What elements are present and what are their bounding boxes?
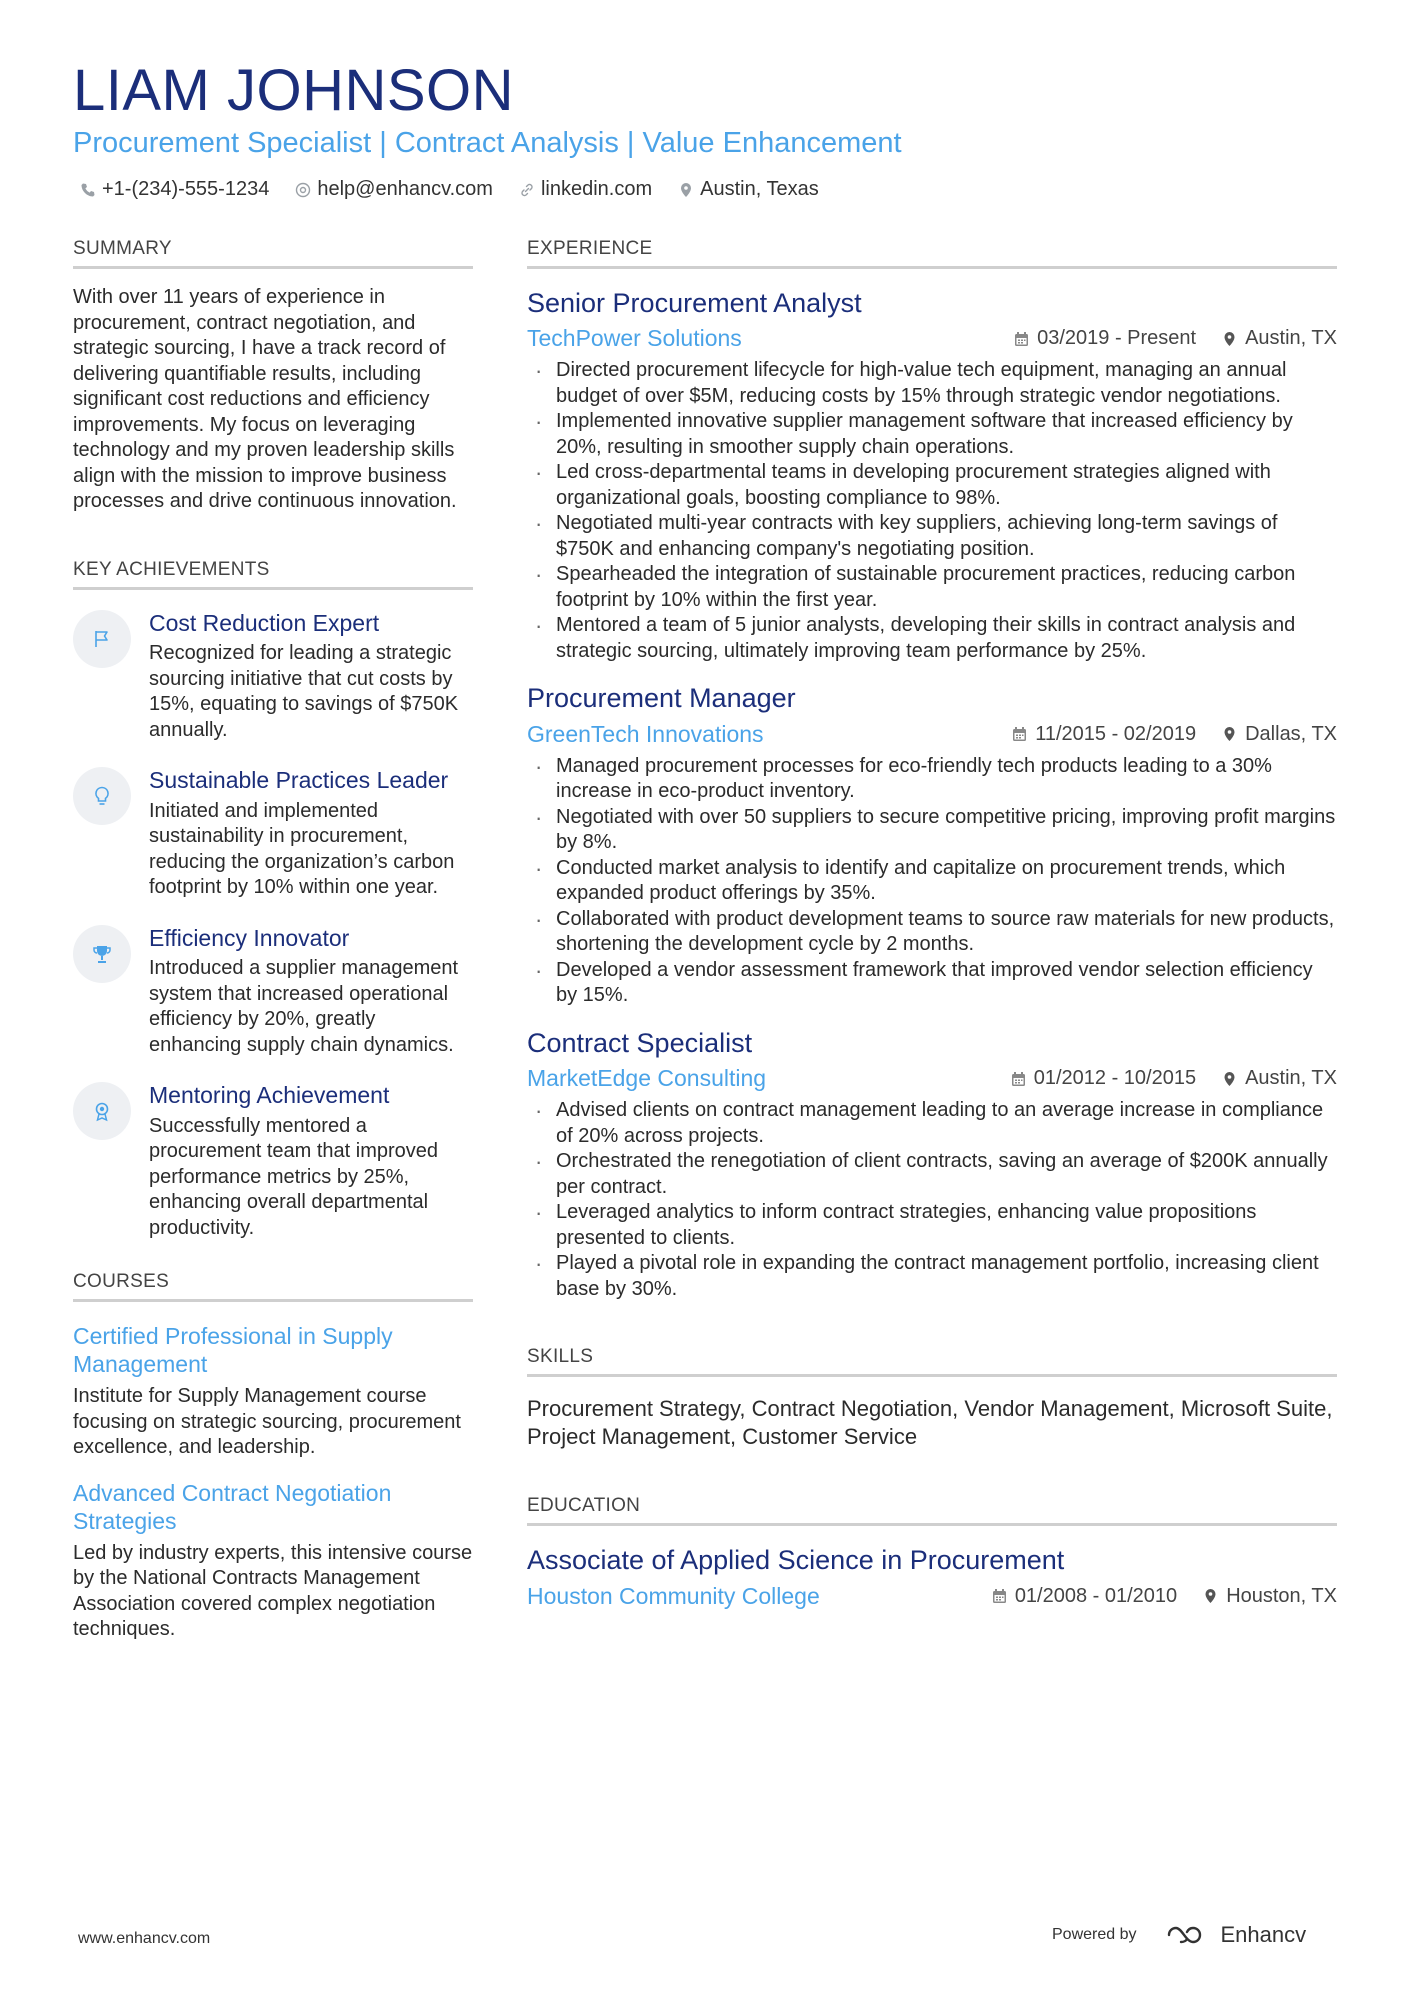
course-item <box>73 1479 473 1643</box>
calendar-icon <box>1012 726 1027 742</box>
degree-title: Associate of Applied Science in Procurement <box>527 1545 1065 1576</box>
calendar-icon <box>1014 331 1029 347</box>
right-column <box>527 238 1337 1610</box>
list-item: · Negotiated multi-year contracts with key suppliers, achieving long-term savings of $750K and enhancing company's negotiating position. <box>527 511 1337 562</box>
list-item: · Implemented innovative supplier management software that increased efficiency by 20%, resulting in smoother supply chain operations. <box>527 409 1337 460</box>
map-pin-icon <box>1203 1588 1218 1604</box>
footer-website[interactable]: www.enhancv.com <box>78 1930 211 1947</box>
phone-text: +1-(234)-555-1234 <box>102 178 270 200</box>
achievement-title: Efficiency Innovator <box>149 924 350 951</box>
list-item: · Mentored a team of 5 junior analysts, developing their skills in contract analysis and strategic sourcing, ultimately improving team performance by 25%. <box>527 613 1337 664</box>
location-text: Austin, Texas <box>700 178 819 200</box>
phone-icon <box>80 182 96 198</box>
achievement-title: Sustainable Practices Leader <box>149 767 449 794</box>
job-location: Austin, TX <box>1222 1067 1337 1090</box>
list-item: · Orchestrated the renegotiation of client contracts, saving an average of $200K annually per contract. <box>527 1149 1337 1200</box>
job-entry <box>527 1027 1337 1302</box>
courses-section <box>73 1271 473 1643</box>
summary-heading: SUMMARY <box>73 238 473 269</box>
skills-text: Procurement Strategy, Contract Negotiation, Vendor Management, Microsoft Suite, Project Management, Customer Service <box>527 1396 1333 1450</box>
achievement-desc: Recognized for leading a strategic sourcing initiative that cut costs by 15%, equating to savings of $750K annually. <box>149 642 459 741</box>
achievements-section <box>73 559 473 1242</box>
education-heading: EDUCATION <box>527 1495 1337 1526</box>
summary-section <box>73 238 473 515</box>
lightbulb-icon <box>73 767 131 825</box>
education-location: Houston, TX <box>1203 1585 1337 1608</box>
list-item: · Advised clients on contract management leading to an average increase in compliance of 20% across projects. <box>527 1098 1337 1149</box>
summary-text: With over 11 years of experience in procurement, contract negotiation, and strategic sourcing, I have a track record of delivering quantifiable results, including significant cost reductions and efficiency improvements. My focus on leveraging technology and my proven leadership skills align with the mission to improve business processes and drive continuous innovation. <box>73 286 457 512</box>
candidate-name: LIAM JOHNSON <box>73 58 515 123</box>
calendar-icon <box>992 1588 1007 1604</box>
job-bullets <box>527 358 1337 664</box>
enhancv-logo-icon <box>1165 1923 1211 1947</box>
achievement-item <box>73 767 473 901</box>
candidate-headline: Procurement Specialist | Contract Analysis | Value Enhancement <box>73 127 902 159</box>
achievement-item <box>73 610 473 744</box>
courses-heading: COURSES <box>73 1271 473 1302</box>
map-pin-icon <box>1222 331 1237 347</box>
achievement-item <box>73 1082 473 1241</box>
course-desc: Led by industry experts, this intensive course by the National Contracts Management Association covered complex negotiation techniques. <box>73 1541 473 1641</box>
list-item: · Negotiated with over 50 suppliers to secure competitive pricing, improving profit margins by 8%. <box>527 805 1337 856</box>
contact-phone[interactable] <box>80 178 269 201</box>
contact-bar <box>80 178 819 201</box>
company-name: GreenTech Innovations <box>527 720 764 747</box>
at-icon <box>295 182 311 198</box>
school-name: Houston Community College <box>527 1582 820 1609</box>
job-entry <box>527 682 1337 1008</box>
achievement-desc: Initiated and implemented sustainability in procurement, reducing the organization’s carbon footprint by 10% within one year. <box>149 799 455 899</box>
job-bullets <box>527 754 1337 1009</box>
left-column <box>73 238 473 1643</box>
contact-link[interactable] <box>519 178 652 201</box>
job-bullets <box>527 1098 1337 1302</box>
contact-location <box>678 178 819 201</box>
medal-icon <box>73 1082 131 1140</box>
powered-by-label: Powered by <box>1052 1926 1137 1943</box>
link-text: linkedin.com <box>540 178 653 200</box>
job-title: Contract Specialist <box>527 1027 753 1058</box>
achievement-desc: Successfully mentored a procurement team that improved performance metrics by 25%, enhancing overall departmental productivity. <box>149 1114 439 1239</box>
flag-icon <box>73 610 131 668</box>
brand-name: Enhancv <box>1220 1922 1307 1947</box>
company-name: TechPower Solutions <box>527 325 742 352</box>
achievements-heading: KEY ACHIEVEMENTS <box>73 559 473 590</box>
list-item: · Spearheaded the integration of sustainable procurement practices, reducing carbon footprint by 10% within the first year. <box>527 562 1337 613</box>
map-pin-icon <box>1222 1071 1237 1087</box>
skills-section <box>527 1346 1337 1451</box>
list-item: · Collaborated with product development teams to source raw materials for new products, shortening the development cycle by 2 months. <box>527 907 1337 958</box>
list-item: · Managed procurement processes for eco-friendly tech products leading to a 30% increase in eco-product inventory. <box>527 754 1337 805</box>
skills-heading: SKILLS <box>527 1346 1337 1377</box>
job-title: Senior Procurement Analyst <box>527 288 862 318</box>
list-item: · Leveraged analytics to inform contract strategies, enhancing value propositions presented to clients. <box>527 1200 1337 1251</box>
course-desc: Institute for Supply Management course focusing on strategic sourcing, procurement excellence, and leadership. <box>73 1385 461 1459</box>
link-icon <box>519 182 535 198</box>
list-item: · Developed a vendor assessment framework that improved vendor selection efficiency by 15%. <box>527 958 1337 1009</box>
course-item <box>73 1322 473 1461</box>
map-pin-icon <box>678 182 694 198</box>
education-dates: 01/2008 - 01/2010 <box>992 1585 1177 1608</box>
trophy-icon <box>73 925 131 983</box>
contact-email[interactable] <box>295 178 493 201</box>
job-dates: 03/2019 - Present <box>1014 327 1196 350</box>
job-title: Procurement Manager <box>527 683 796 714</box>
course-title: Certified Professional in Supply Management <box>73 1323 393 1378</box>
achievement-title: Cost Reduction Expert <box>149 609 380 636</box>
list-item: · Conducted market analysis to identify and capitalize on procurement trends, which expanded product offerings by 35%. <box>527 856 1337 907</box>
company-name: MarketEdge Consulting <box>527 1065 767 1092</box>
job-location: Austin, TX <box>1222 327 1337 350</box>
calendar-icon <box>1011 1071 1026 1087</box>
course-title: Advanced Contract Negotiation Strategies <box>73 1479 392 1534</box>
education-section <box>527 1495 1337 1609</box>
job-dates: 11/2015 - 02/2019 <box>1012 723 1196 746</box>
list-item: · Led cross-departmental teams in developing procurement strategies aligned with organizational goals, boosting compliance to 98%. <box>527 460 1337 511</box>
job-entry <box>527 287 1337 664</box>
list-item: · Played a pivotal role in expanding the contract management portfolio, increasing client base by 30%. <box>527 1251 1337 1302</box>
achievement-title: Mentoring Achievement <box>149 1082 390 1109</box>
enhancv-logo <box>1165 1922 1307 1948</box>
achievement-item <box>73 925 473 1059</box>
map-pin-icon <box>1222 726 1237 742</box>
experience-heading: EXPERIENCE <box>527 238 1337 269</box>
job-location: Dallas, TX <box>1222 723 1337 746</box>
achievement-desc: Introduced a supplier management system that increased operational efficiency by 20%, greatly enhancing supply chain dynamics. <box>149 957 459 1056</box>
experience-section <box>527 238 1337 1302</box>
footer-brand[interactable] <box>1052 1922 1306 1948</box>
list-item: · Directed procurement lifecycle for high-value tech equipment, managing an annual budget of over $5M, reducing costs by 15% through strategic vendor negotiations. <box>527 358 1337 409</box>
job-dates: 01/2012 - 10/2015 <box>1011 1067 1196 1090</box>
email-text: help@enhancv.com <box>317 178 493 200</box>
